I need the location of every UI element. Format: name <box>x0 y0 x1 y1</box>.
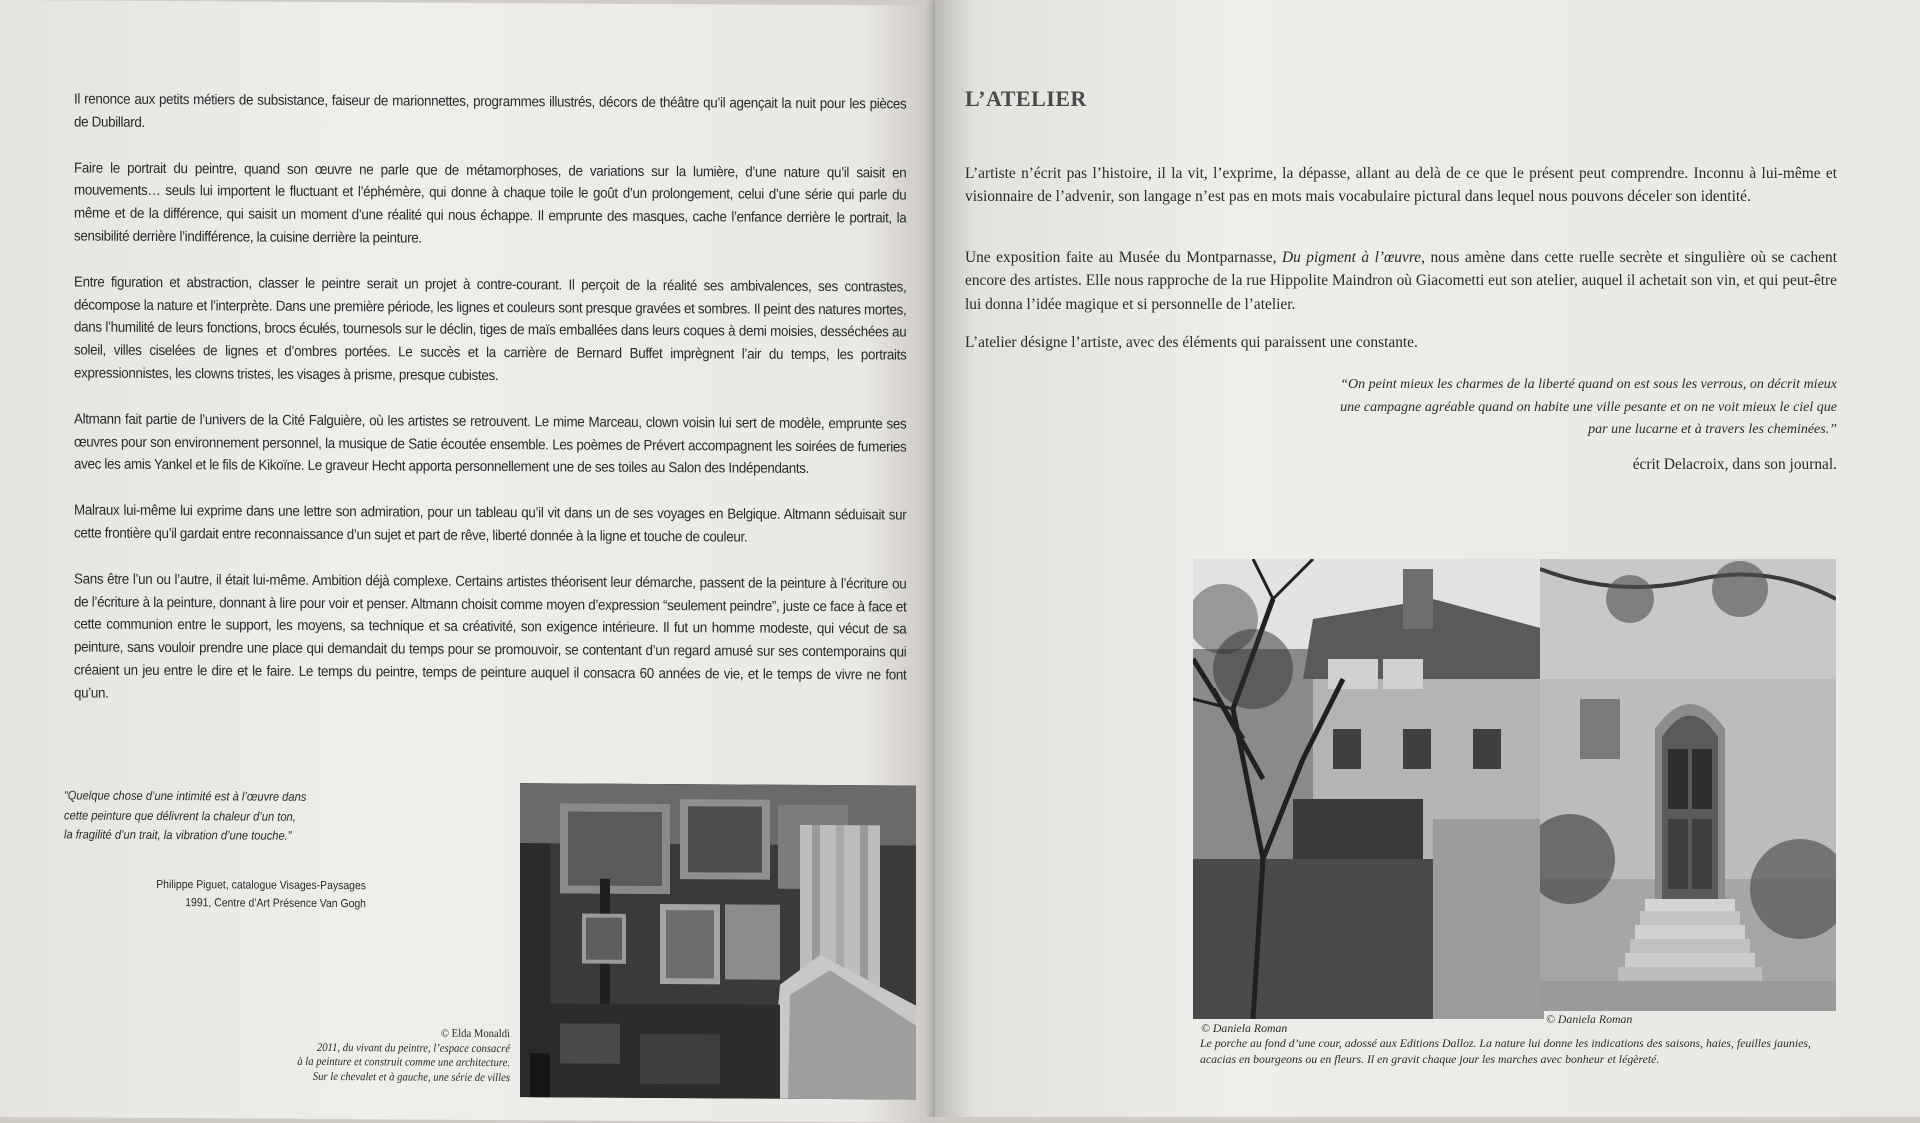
caption-line: Sur le chevalet et à gauche, une série de villes <box>312 1069 510 1084</box>
quote-line: par une lucarne et à travers les cheminées.” <box>1588 422 1837 437</box>
left-paragraph: Il renonce aux petits métiers de subsistance, faiseur de marionnettes, programmes illustrés, décors de théâtre qu’il agençait la nuit pour les pièces de Dubillard. <box>74 91 907 131</box>
left-page <box>0 0 935 1123</box>
left-quote-attribution <box>154 876 366 913</box>
left-quote <box>64 786 334 846</box>
left-paragraph: Entre figuration et abstraction, classer le peintre serait un projet à contre-courant. Il perçoit de la réalité ses ambivalences, ses contrastes, décompose la nature et l’interprète. Dans une première période, les lignes et couleurs sont presque gravées et sombres. Il peint des natures mortes, dans l’humilité de leurs fonctions, brocs écułés, tournesols sur le déclin, tiges de maïs emballées dans leurs coques à demi moisies, desséchées au soleil, villes ciselées de lignes et d’ombres portées. Le succès et la carrière de Bernard Buffet imprègnent l’air du temps, les portraits expressionnistes, les clowns tristes, les visages à prisme, presque cubistes. <box>74 274 907 385</box>
delacroix-attribution: écrit Delacroix, dans son journal. <box>1632 456 1837 473</box>
attribution-line: 1991, Centre d’Art Présence Van Gogh <box>185 896 366 911</box>
left-paragraph: Altmann fait partie de l’univers de la Cité Falguière, où les artistes se retrouvent. Le mime Marceau, clown voisin lui sert de modèle, emprunte ses œuvres pour son environnement personnel, la musique de Satie écoutée ensemble. Les poèmes de Prévert accompagnent les soirées de fumeries avec les amis Yankel et le fils de Kikoïne. Le graveur Hecht apporta personnellement une de ses toiles au Salon des Indépendants. <box>74 411 907 478</box>
left-paragraph: Malraux lui-même lui exprime dans une lettre son admiration, pour un tableau qu’il vit dans un de ses voyages en Belgique. Altmann séduisait sur cette frontière qu’il gardait entre reconnaissance d’un sujet et part de rêve, liberté donnée à la ligne et touche de couleur. <box>74 502 907 546</box>
page-title: L’ATELIER <box>965 86 1087 111</box>
photo-credit: © Elda Monaldi <box>440 1026 510 1041</box>
photo-credit: © Daniela Roman <box>1546 1012 1633 1026</box>
right-paragraph <box>965 246 1837 316</box>
caption-line: 2011, du vivant du peintre, l’espace consacré <box>316 1040 510 1055</box>
quote-line: “On peint mieux les charmes de la liberté quand on est sous les verrous, on décrit mieux <box>1340 377 1837 392</box>
paragraph-text: , nous amène dans cette ruelle secrète et singulière où se cachent encore des artistes. Elle nous rapproche de la rue Hippolite Maindron où Giacometti eut son atelier, auquel il achetait son vin, et qui peut-être lui donna l’idée magique et si personnelle de l’atelier. <box>965 249 1837 313</box>
right-paragraph: L’atelier désigne l’artiste, avec des éléments qui paraissent une constante. <box>965 334 1418 351</box>
photos-caption: Le porche au fond d’une cour, adossé aux Editions Dalloz. La nature lui donne les indications des saisons, haies, feuilles jaunies, acacias en bourgeons ou en fleurs. Il en gravit chaque jour les marches avec bonheur et légèreté. <box>1200 1036 1811 1066</box>
right-paragraph: L’artiste n’écrit pas l’histoire, il la vit, l’exprime, la dépasse, allant au delà de ce que le présent peut comprendre. Inconnu à lui-même et visionnaire de l’advenir, son langage n’est pas en mots mais vocabulaire pictural dans lequel nous pouvons déceler son identité. <box>965 165 1837 206</box>
quote-line: une campagne agréable quand on habite une ville pesante et on ne voit mieux le ciel que <box>1340 399 1837 415</box>
left-paragraph: Sans être l’un ou l’autre, il était lui-même. Ambition déjà complexe. Certains artistes théorisent leur démarche, passent de la peinture à l’écriture ou de l’écriture à la peinture, donnant à lire pour voir et penser. Altmann choisit comme moyen d’expression “seulement peindre”, juste ce face à face et cette communion entre le support, les moyens, sa technique et sa créativité, son exigence intérieure. Il fut un homme modeste, qui vécut de sa peinture, sans vouloir prendre une place qui demandait du temps pour se promouvoir, se contentant d’un regard amusé sur ses contemporains qui créaient un jeu entre le dire et le faire. Le temps du peintre, temps de peinture auquel il consacra 60 années de vie, et le temps de vivre ne font qu’un. <box>74 571 907 702</box>
courtyard-building-photo <box>1193 559 1544 1019</box>
studio-photo <box>520 783 916 1099</box>
left-paragraph: Faire le portrait du peintre, quand son œuvre ne parle que de métamorphoses, de variations sur la lumière, d’une nature qu’il saisit en mouvements… seuls lui importent le fluctuant et l’éphémère, qui donne à chaque toile le goût d’un prolongement, celui d’une série qui parle du même et de la différence, qui saisit un moment d’une réalité qui nous échappe. Il emprunte des masques, cache l’enfance derrière le portrait, la sensibilité derrière l’indifférence, la cuisine derrière la peinture. <box>74 160 907 247</box>
paragraph-text: Une exposition faite au Musée du Montparnasse, <box>965 249 1282 266</box>
photo-credit: © Daniela Roman <box>1201 1021 1288 1035</box>
quote-line: “Quelque chose d’une intimité est à l’œuvre dans <box>64 788 307 804</box>
exhibition-title: Du pigment à l’œuvre <box>1281 249 1422 266</box>
porch-stairs-photo <box>1540 559 1836 1011</box>
caption-line: à la peinture et construit comme une architecture. <box>297 1054 510 1070</box>
left-body-text <box>74 88 906 733</box>
studio-photo-caption <box>269 1026 510 1085</box>
quote-line: cette peinture que délivrent la chaleur d’un ton, <box>64 807 296 824</box>
attribution-line: Philippe Piguet, catalogue Visages-Paysages <box>156 877 366 893</box>
delacroix-quote <box>1180 374 1837 442</box>
quote-line: la fragilité d’un trait, la vibration d’une touche.” <box>64 827 292 843</box>
